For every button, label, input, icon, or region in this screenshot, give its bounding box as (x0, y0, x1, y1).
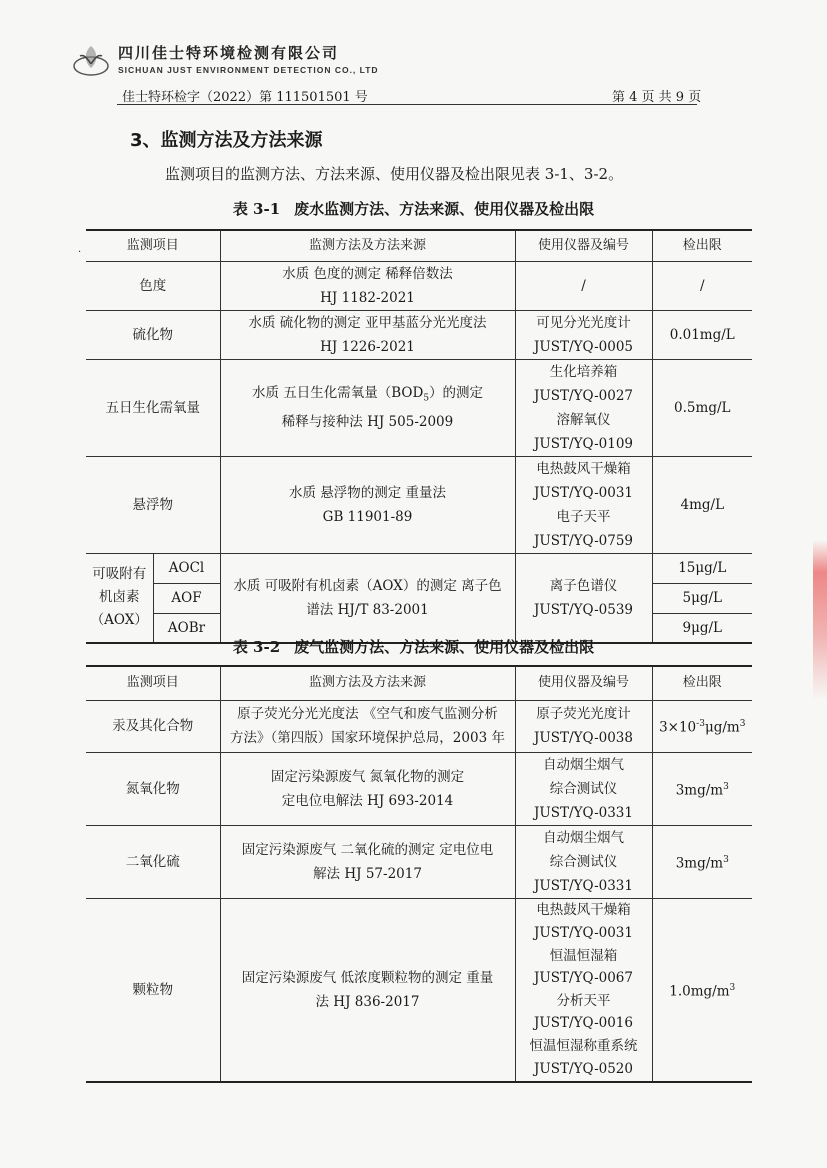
method-line: 谱法 HJ/T 83-2001 (306, 601, 429, 618)
header-instrument: 使用仪器及编号 (515, 230, 652, 261)
method-line: 原子荧光分光光度法 《空气和废气监测分析 (237, 706, 498, 722)
subscript: 5 (423, 393, 430, 404)
table-header-row (86, 666, 752, 700)
method-cell (220, 310, 515, 359)
exhaust-gas-methods-table (86, 665, 752, 1083)
instrument-cell (515, 456, 652, 553)
instrument-line: 自动烟尘烟气 (543, 756, 624, 773)
instrument-cell (515, 898, 652, 1082)
instrument-line: JUST/YQ-0005 (534, 338, 633, 355)
instrument-line: 可见分光光度计 (536, 314, 631, 331)
table-row (86, 752, 752, 825)
seal-stamp-edge (813, 540, 827, 700)
instrument-cell (515, 310, 652, 359)
table-row (86, 700, 752, 752)
aox-item-line: 可吸附有 (92, 566, 147, 583)
limit-cell (652, 898, 752, 1082)
header-instrument: 使用仪器及编号 (515, 666, 652, 700)
limit-cell: 15μg/L (652, 553, 752, 583)
instrument-line: JUST/YQ-0759 (534, 532, 633, 549)
instrument-line: 电热鼓风干燥箱 (536, 902, 631, 919)
aox-sub-cell: AOF (153, 583, 220, 613)
company-name-en: SICHUAN JUST ENVIRONMENT DETECTION CO., LTD (118, 65, 379, 75)
instrument-line: 电热鼓风干燥箱 (536, 460, 631, 477)
instrument-cell (515, 700, 652, 752)
table-row (86, 825, 752, 898)
item-cell: 氮氧化物 (86, 752, 220, 825)
limit-cell (652, 700, 752, 752)
page-number: 第 4 页 共 9 页 (612, 90, 702, 105)
instrument-cell: / (515, 261, 652, 310)
method-cell (220, 359, 515, 456)
limit-text: 3mg/m (675, 782, 724, 799)
limit-text: 3×10 (659, 719, 697, 736)
aox-sub-cell: AOBr (153, 613, 220, 643)
item-cell: 二氧化硫 (86, 825, 220, 898)
table-row (86, 359, 752, 456)
instrument-line: JUST/YQ-0031 (534, 924, 633, 941)
instrument-line: 溶解氧仪 (556, 411, 611, 428)
header-method: 监测方法及方法来源 (220, 666, 515, 700)
method-line: 水质 硫化物的测定 亚甲基蓝分光光度法 (248, 314, 487, 331)
aox-item-cell (86, 553, 153, 643)
header-limit: 检出限 (652, 230, 752, 261)
item-cell: 硫化物 (86, 310, 220, 359)
table1-caption-number: 表 3-1 (232, 200, 281, 218)
instrument-line: 自动烟尘烟气 (543, 829, 624, 846)
limit-cell: 0.5mg/L (652, 359, 752, 456)
instrument-line: 综合测试仪 (549, 780, 618, 797)
limit-cell: 0.01mg/L (652, 310, 752, 359)
instrument-line: 电子天平 (556, 508, 611, 525)
instrument-line: 原子荧光光度计 (536, 706, 631, 722)
limit-cell (652, 752, 752, 825)
method-cell (220, 825, 515, 898)
section-title: 3、监测方法及方法来源 (130, 130, 323, 151)
method-line: 水质 可吸附有机卤素（AOX）的测定 离子色 (233, 577, 502, 594)
table-row (86, 456, 752, 553)
header-divider (117, 104, 697, 105)
limit-cell: / (652, 261, 752, 310)
instrument-line: JUST/YQ-0331 (534, 804, 633, 821)
method-line: HJ 1226-2021 (320, 338, 415, 355)
table-row (86, 553, 752, 583)
item-cell: 颗粒物 (86, 898, 220, 1082)
instrument-cell (515, 359, 652, 456)
report-number: 佳士特环检字（2022）第 111501501 号 (122, 90, 368, 105)
instrument-line: 分析天平 (556, 992, 611, 1009)
method-cell (220, 261, 515, 310)
table2-caption-number: 表 3-2 (232, 638, 281, 656)
instrument-line: JUST/YQ-0016 (534, 1015, 633, 1032)
limit-cell: 9μg/L (652, 613, 752, 643)
instrument-line: JUST/YQ-0109 (534, 435, 633, 452)
superscript: 3 (723, 781, 729, 792)
table1-caption (0, 198, 827, 219)
method-cell (220, 898, 515, 1082)
method-line: 定电位电解法 HJ 693-2014 (281, 792, 454, 809)
wastewater-methods-table (86, 229, 752, 644)
instrument-line: JUST/YQ-0027 (534, 387, 633, 404)
method-cell (220, 700, 515, 752)
section-intro: 监测项目的监测方法、方法来源、使用仪器及检出限见表 3-1、3-2。 (165, 165, 624, 183)
limit-cell: 5μg/L (652, 583, 752, 613)
table-row (86, 261, 752, 310)
header-item: 监测项目 (86, 230, 220, 261)
method-line: 固定污染源废气 低浓度颗粒物的测定 重量 (241, 969, 494, 986)
method-line: 法 HJ 836-2017 (315, 993, 420, 1010)
method-cell (220, 752, 515, 825)
instrument-cell (515, 553, 652, 643)
instrument-line: JUST/YQ-0031 (534, 484, 633, 501)
limit-text: 1.0mg/m (669, 983, 730, 1000)
aox-item-line: 机卤素 (99, 589, 140, 606)
instrument-line: JUST/YQ-0067 (534, 970, 633, 987)
method-line (225, 381, 511, 411)
aox-sub-cell: AOCl (153, 553, 220, 583)
limit-cell (652, 825, 752, 898)
instrument-line: JUST/YQ-0038 (534, 730, 633, 746)
method-line: GB 11901-89 (322, 508, 413, 525)
table2-caption (0, 636, 827, 657)
header-item: 监测项目 (86, 666, 220, 700)
method-text: ）的测定 (429, 384, 484, 401)
company-name-cn: 四川佳士特环境检测有限公司 (118, 44, 340, 62)
header-method: 监测方法及方法来源 (220, 230, 515, 261)
method-cell (220, 553, 515, 643)
table-header-row (86, 230, 752, 261)
item-cell: 悬浮物 (86, 456, 220, 553)
method-line: 固定污染源废气 氮氧化物的测定 (270, 768, 465, 785)
instrument-cell (515, 825, 652, 898)
header-limit: 检出限 (652, 666, 752, 700)
superscript: 3 (723, 854, 729, 865)
method-line: 方法》（第四版）国家环境保护总局，2003 年 (230, 730, 505, 746)
instrument-line: JUST/YQ-0520 (534, 1060, 633, 1077)
aox-item-line: （AOX） (90, 612, 148, 629)
method-line: HJ 1182-2021 (320, 289, 415, 306)
method-line: 稀释与接种法 HJ 505-2009 (281, 414, 454, 431)
instrument-line: 恒温恒湿箱 (549, 947, 618, 964)
superscript: 3 (729, 983, 736, 993)
instrument-cell (515, 752, 652, 825)
superscript: -3 (696, 719, 705, 730)
limit-text: μg/m (704, 719, 740, 736)
method-line: 解法 HJ 57-2017 (313, 865, 422, 882)
method-line: 固定污染源废气 二氧化硫的测定 定电位电 (241, 841, 494, 858)
item-cell: 色度 (86, 261, 220, 310)
instrument-line: JUST/YQ-0539 (534, 601, 633, 618)
table-row (86, 898, 752, 1082)
superscript: 3 (739, 719, 746, 730)
method-line: 水质 悬浮物的测定 重量法 (288, 484, 447, 501)
instrument-line: 生化培养箱 (549, 363, 618, 380)
company-logo-icon (72, 42, 110, 78)
item-cell: 汞及其化合物 (86, 700, 220, 752)
item-cell: 五日生化需氧量 (86, 359, 220, 456)
table-row (86, 310, 752, 359)
method-cell (220, 456, 515, 553)
instrument-line: 综合测试仪 (549, 853, 618, 870)
instrument-line: 恒温恒湿称重系统 (529, 1037, 638, 1054)
instrument-line: JUST/YQ-0331 (534, 877, 633, 894)
limit-cell: 4mg/L (652, 456, 752, 553)
method-line: 水质 色度的测定 稀释倍数法 (282, 265, 453, 282)
table1-caption-text: 废水监测方法、方法来源、使用仪器及检出限 (294, 200, 595, 218)
table2-caption-text: 废气监测方法、方法来源、使用仪器及检出限 (294, 638, 595, 656)
method-text: 水质 五日生化需氧量（BOD (251, 384, 424, 401)
instrument-line: 离子色谱仪 (549, 577, 618, 594)
limit-text: 3mg/m (675, 855, 724, 872)
scan-mark: . (78, 244, 82, 255)
